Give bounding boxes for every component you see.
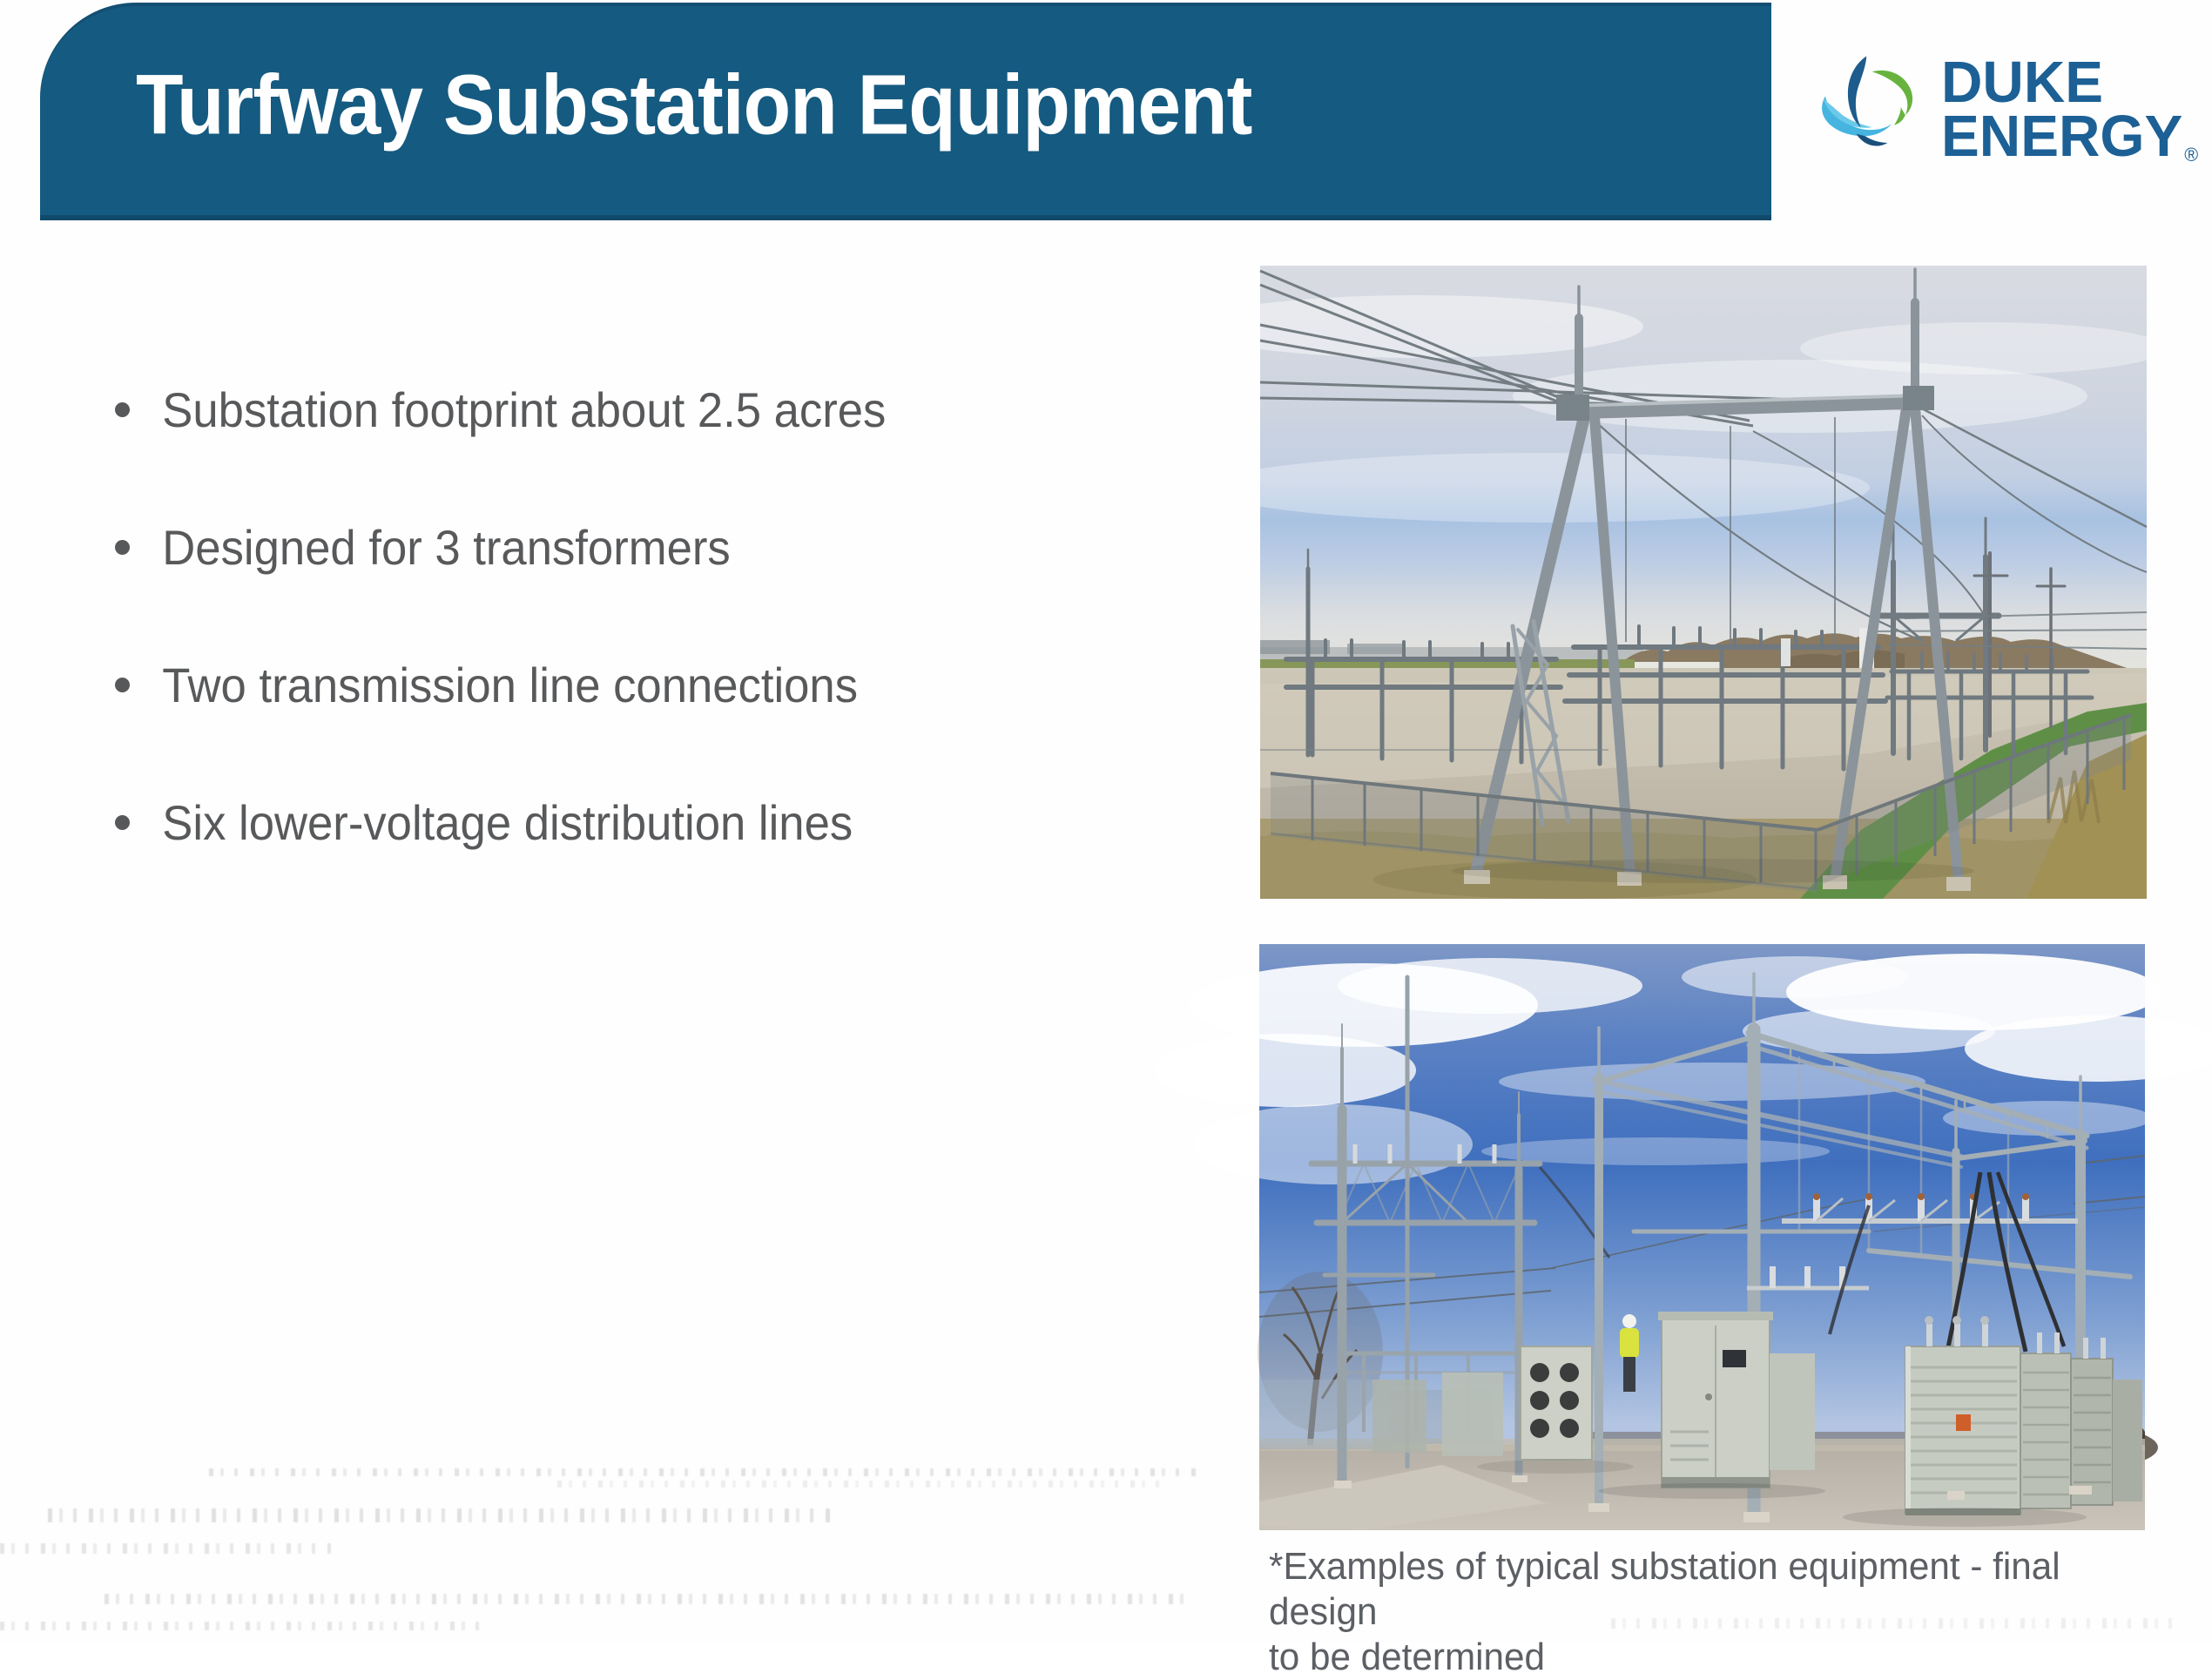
bullet-item [111, 380, 1209, 441]
caption-line-2: to be determined [1269, 1636, 1546, 1678]
substation-photo-top [1260, 266, 2147, 899]
scan-noise [105, 1594, 1184, 1604]
bullet-list [111, 380, 1209, 930]
substation-photo-bottom [1259, 944, 2145, 1530]
duke-energy-swirl-icon [1814, 54, 1925, 167]
photo-caption [1269, 1544, 2121, 1680]
logo-line-energy: ENERGY® [1941, 104, 2199, 169]
logo-line-duke: DUKE [1941, 50, 2104, 115]
slide-title: Turfway Substation Equipment [136, 57, 1252, 152]
scan-noise [557, 1481, 1167, 1488]
duke-energy-wordmark [1941, 50, 2199, 182]
title-bar [40, 3, 1771, 220]
bullet-text: Two transmission line connections [162, 658, 859, 712]
bullet-text: Designed for 3 transformers [162, 520, 731, 575]
scan-noise [209, 1468, 1202, 1476]
caption-line-1: *Examples of typical substation equipment - final design [1269, 1545, 2060, 1633]
scan-noise [48, 1508, 832, 1522]
bullet-item [111, 793, 1209, 853]
bullet-text: Substation footprint about 2.5 acres [162, 382, 887, 437]
bullet-item [111, 517, 1209, 578]
scan-noise [0, 1543, 331, 1554]
bullet-item [111, 655, 1209, 716]
scan-noise [1611, 1618, 2177, 1629]
registered-trademark-symbol: ® [2184, 144, 2199, 165]
duke-energy-logo [1814, 51, 2206, 190]
scan-noise [0, 1622, 488, 1630]
bullet-text: Six lower-voltage distribution lines [162, 795, 853, 850]
